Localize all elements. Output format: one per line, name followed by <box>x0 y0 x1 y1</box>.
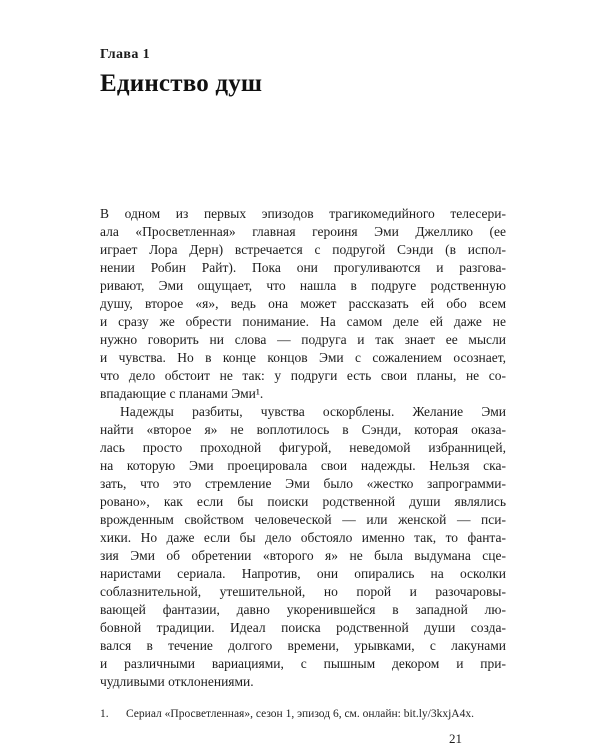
text-line: наристами сериала. Напротив, они опирались на осколки <box>100 566 506 581</box>
text-line: вающей фантазии, давно укоренившейся в западной лю- <box>100 602 506 617</box>
text-line: соблазнительной, утешительной, но порой и разочаровы- <box>100 584 506 599</box>
body-text <box>100 205 506 691</box>
text-line: Надежды разбиты, чувства оскорблены. Желание Эми <box>120 404 506 419</box>
text-line: ривают, Эми ощущает, что нашла в подруге родственную <box>100 278 506 293</box>
text-line: чудливыми отклонениями. <box>100 674 254 689</box>
paragraph-2 <box>100 403 506 691</box>
text-line: зать, что это стремление Эми было «жестко запрограмми- <box>100 476 506 491</box>
footnote-number: 1. <box>100 708 109 720</box>
text-line: лась просто проходной фигурой, неведомой избранницей, <box>100 440 506 455</box>
text-line: ала «Просветленная» главная героиня Эми Джеллико (ее <box>100 224 506 239</box>
text-line: В одном из первых эпизодов трагикомедийного телесери- <box>100 206 506 221</box>
text-line: на которую Эми проецировала свои надежды. Нельзя ска- <box>100 458 506 473</box>
text-line: впадающие с планами Эми¹. <box>100 386 264 401</box>
text-line: бовной традиции. Идеал поиска родственной души созда- <box>100 620 506 635</box>
text-line: и сразу же обрести понимание. На самом деле ей даже не <box>100 314 506 329</box>
chapter-label: Глава 1 <box>100 47 151 62</box>
page-number: 21 <box>449 731 462 746</box>
text-line: найти «второе я» не воплотилось в Сэнди, которая оказа- <box>100 422 506 437</box>
text-line: нении Робин Райт). Пока они прогуливаются и разгова- <box>100 260 506 275</box>
footnote-text: Сериал «Просветленная», сезон 1, эпизод 6, см. онлайн: bit.ly/3kxjA4x. <box>126 708 474 720</box>
text-line: зия Эми об обретении «второго я» не была выдумана сце- <box>100 548 506 563</box>
text-line: играет Лора Дерн) встречается с подругой Сэнди (в испол- <box>100 242 506 257</box>
text-line: врожденным свойством человеческой — или женской — пси- <box>100 512 506 527</box>
text-line: душу, второе «я», ведь она может рассказать ей обо всем <box>100 296 506 311</box>
footnote <box>100 707 506 722</box>
text-line: ровано», как если бы поиски родственной души являлись <box>100 494 506 509</box>
text-line: и различными вариациями, с пышным декором и при- <box>100 656 506 671</box>
text-line: нужно говорить ни слова — подруга и так знает ее мысли <box>100 332 506 347</box>
text-line: и чувства. Но в конце концов Эми с сожалением осознает, <box>100 350 506 365</box>
text-line: что дело обстоит не так: у подруги есть свои планы, не со- <box>100 368 506 383</box>
heading-block <box>100 47 506 98</box>
text-line: хики. Но даже если бы дело обстояло именно так, то фанта- <box>100 530 506 545</box>
paragraph-1 <box>100 205 506 403</box>
text-line: вался в течение долгого времени, урывками, с лакунами <box>100 638 506 653</box>
page-title: Единство душ <box>100 70 263 97</box>
